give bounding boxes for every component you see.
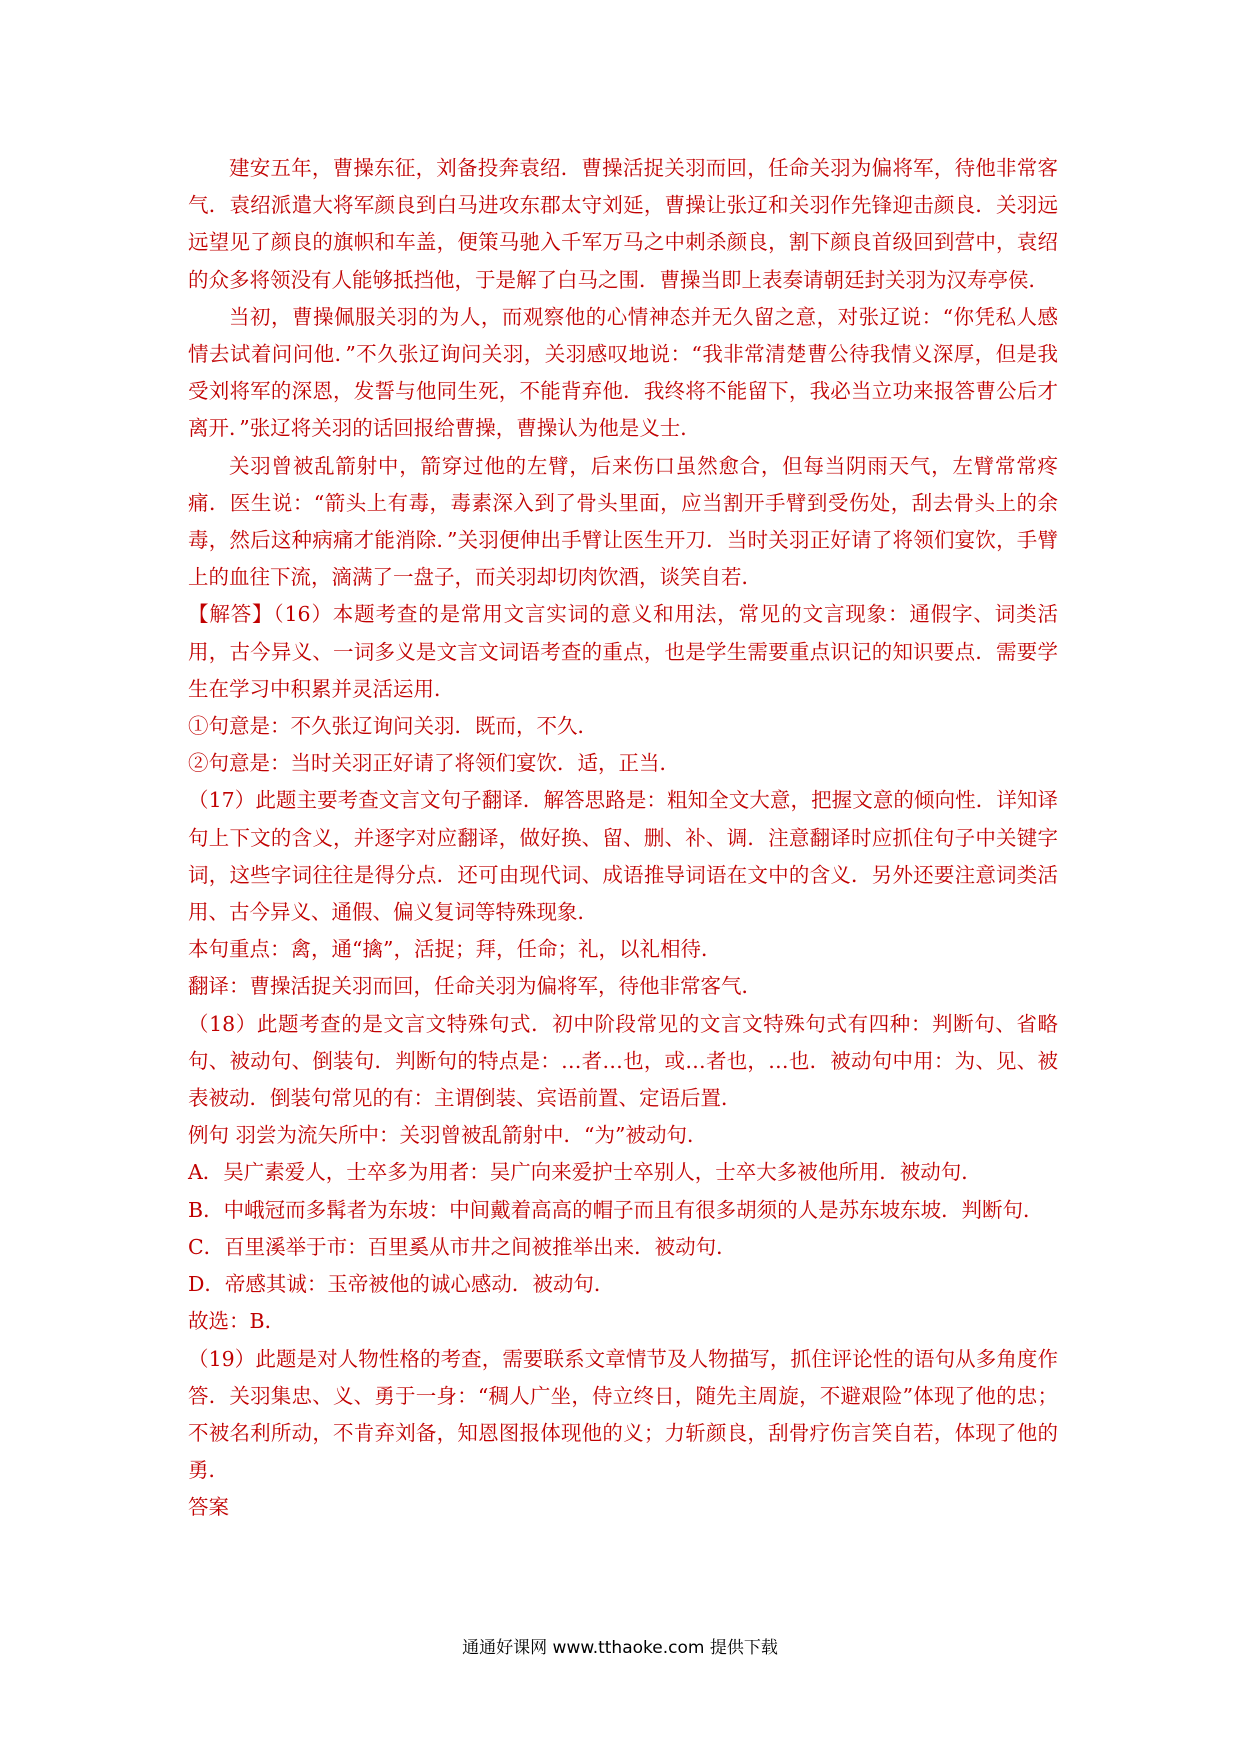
answer-label: 答案 [188,1495,229,1520]
answer-q18-example: 例句 羽尝为流矢所中：关羽曾被乱箭射中．“为”被动句． [188,1123,708,1148]
answer-q17-translation: 翻译：曹操活捉关羽而回，任命关羽为偏将军，待他非常客气． [188,974,762,999]
translation-paragraph-2: 当初，曹操佩服关羽的为人，而观察他的心情神态并无久留之意，对张辽说：“你凭私人感情去试着问问他．”不久张辽询问关羽，关羽感叹地说：“我非常清楚曹公待我情义深厚，但是我受刘将军的深恩，发誓与他同生死，不能背弃他．我终将不能留下，我必当立功来报答曹公后才离开．”张辽将关羽的话回报给曹操，曹操认为他是义士． [188,304,1058,441]
document-body [188,150,1058,1527]
answer-q18-option-b: B．中峨冠而多髯者为东坡：中间戴着高高的帽子而且有很多胡须的人是苏东坡东坡．判断句． [188,1197,1044,1222]
translation-paragraph-3: 关羽曾被乱箭射中，箭穿过他的左臂，后来伤口虽然愈合，但每当阴雨天气，左臂常常疼痛．医生说：“箭头上有毒，毒素深入到了骨头里面，应当割开手臂到受伤处，刮去骨头上的余毒，然后这种病痛才能消除．”关羽便伸出手臂让医生开刀．当时关羽正好请了将领们宴饮，手臂上的血往下流，滴满了一盘子，而关羽却切肉饮酒，谈笑自若． [188,453,1058,590]
answer-q19: （19）此题是对人物性格的考查，需要联系文章情节及人物描写，抓住评论性的语句从多角度作答．关羽集忠、义、勇于一身：“稠人广坐，侍立终日，随先主周旋，不避艰险”体现了他的忠；不被名利所动，不肯弃刘备，知恩图报体现他的义；力斩颜良，刮骨疗伤言笑自若，体现了他的勇． [188,1346,1058,1483]
answer-q16-intro: 【解答】（16）本题考查的是常用文言实词的意义和用法，常见的文言现象：通假字、词类活用，古今异义、一词多义是文言文词语考查的重点，也是学生需要重点识记的知识要点．需要学生在学习中积累并灵活运用． [188,602,1058,701]
answer-q18-option-c: C．百里溪举于市：百里奚从市井之间被推举出来．被动句． [188,1234,737,1259]
answer-q17-key-points: 本句重点：禽，通“擒”，活捉；拜，任命；礼，以礼相待． [188,937,722,962]
page-footer: 通通好课网 www.tthaoke.com 提供下载 [462,1638,778,1658]
answer-q16-item-1: ①句意是：不久张辽询问关羽．既而，不久． [188,714,598,739]
answer-q18-intro: （18）此题考查的是文言文特殊句式．初中阶段常见的文言文特殊句式有四种：判断句、省略句、被动句、倒装句．判断句的特点是：…者…也，或…者也，…也．被动句中用：为、见、被表被动．倒装句常见的有：主谓倒装、宾语前置、定语后置． [188,1011,1058,1111]
translation-paragraph-1: 建安五年，曹操东征，刘备投奔袁绍．曹操活捉关羽而回，任命关羽为偏将军，待他非常客气．袁绍派遣大将军颜良到白马进攻东郡太守刘延，曹操让张辽和关羽作先锋迎击颜良．关羽远远望见了颜良的旗帜和车盖，便策马驰入千军万马之中刺杀颜良，割下颜良首级回到营中，袁绍的众多将领没有人能够抵挡他，于是解了白马之围．曹操当即上表奏请朝廷封关羽为汉寿亭侯． [188,156,1058,292]
answer-q17-intro: （17）此题主要考查文言文句子翻译．解答思路是：粗知全文大意，把握文意的倾向性．详知译句上下文的含义，并逐字对应翻译，做好换、留、删、补、调．注意翻译时应抓住句子中关键字词，这些字词往往是得分点．还可由现代词、成语推导词语在文中的含义．另外还要注意词类活用、古今异义、通假、偏义复词等特殊现象． [188,788,1058,925]
answer-q18-choice: 故选：B． [188,1309,286,1334]
answer-q16-item-2: ②句意是：当时关羽正好请了将领们宴饮．适，正当． [188,751,680,776]
answer-q18-option-a: A．吴广素爱人，士卒多为用者：吴广向来爱护士卒别人，士卒大多被他所用．被动句． [188,1160,982,1185]
answer-q18-option-d: D．帝感其诚：玉帝被他的诚心感动．被动句． [188,1272,615,1297]
